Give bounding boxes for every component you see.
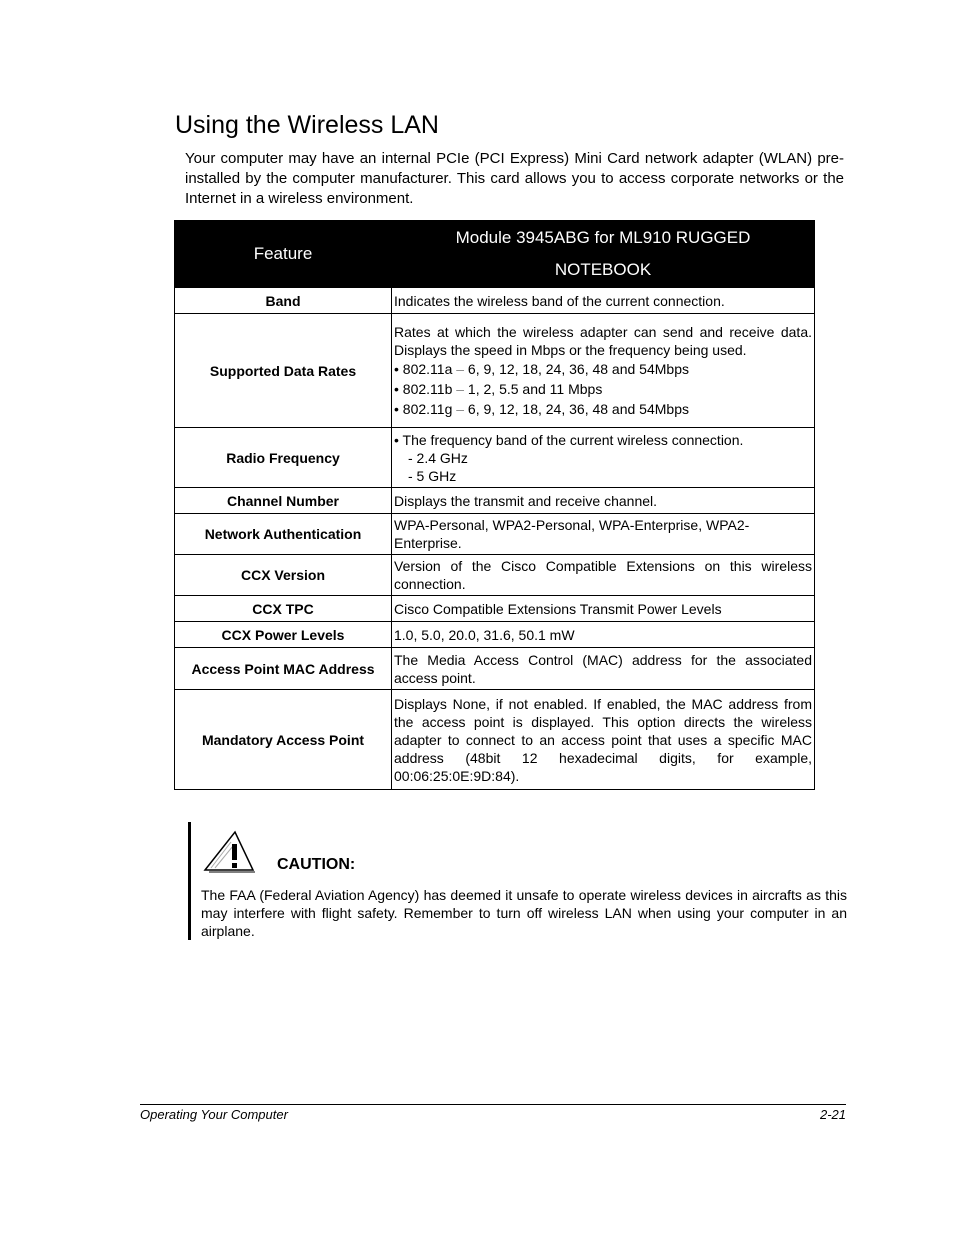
table-row	[175, 428, 815, 488]
table-row	[175, 488, 815, 514]
table-row	[175, 596, 815, 622]
frequency-5: - 5 GHz	[408, 467, 457, 484]
description-cell: Cisco Compatible Extensions Transmit Power Levels	[392, 596, 815, 622]
feature-cell: CCX Power Levels	[175, 622, 392, 648]
description-cell: WPA-Personal, WPA2-Personal, WPA-Enterprise, WPA2-Enterprise.	[392, 514, 815, 555]
footer-divider	[140, 1104, 846, 1105]
table-row	[175, 690, 815, 790]
description-cell: Displays None, if not enabled. If enabled, the MAC address from the access point is displayed. This option directs the wireless adapter to connect to an access point that uses a specific MAC address (48bit 12 hexadecimal digits, for example, 00:06:25:0E:9D:84).	[392, 690, 815, 790]
feature-cell: CCX Version	[175, 555, 392, 596]
description-cell	[392, 314, 815, 428]
caution-label: CAUTION:	[277, 856, 356, 873]
feature-cell: Mandatory Access Point	[175, 690, 392, 790]
rate-bullet-g: • 802.11g – 6, 9, 12, 18, 24, 36, 48 and 54Mbps	[394, 400, 689, 417]
rate-bullet-b: • 802.11b – 1, 2, 5.5 and 11 Mbps	[394, 380, 603, 397]
frequency-24: - 2.4 GHz	[408, 449, 468, 466]
table-row	[175, 514, 815, 555]
description-cell: The Media Access Control (MAC) address for the associated access point.	[392, 648, 815, 690]
description-cell: Version of the Cisco Compatible Extensions on this wireless connection.	[392, 555, 815, 596]
header-module-line2: NOTEBOOK	[554, 260, 652, 279]
feature-cell: Access Point MAC Address	[175, 648, 392, 690]
rate-bullet-a: • 802.11a – 6, 9, 12, 18, 24, 36, 48 and 54Mbps	[394, 360, 689, 377]
header-module-line1: Module 3945ABG for ML910 RUGGED	[455, 228, 751, 247]
footer-section-title: Operating Your Computer	[140, 1107, 288, 1122]
header-feature: Feature	[175, 221, 392, 288]
description-text: • The frequency band of the current wireless connection.	[394, 431, 744, 448]
warning-icon	[201, 830, 257, 874]
feature-cell: Radio Frequency	[175, 428, 392, 488]
feature-cell: CCX TPC	[175, 596, 392, 622]
page-title: Using the Wireless LAN	[175, 111, 439, 139]
table-header-row	[175, 221, 815, 288]
table-row	[175, 622, 815, 648]
table-row	[175, 555, 815, 596]
table-row	[175, 314, 815, 428]
description-cell	[392, 428, 815, 488]
intro-paragraph: Your computer may have an internal PCIe (PCI Express) Mini Card network adapter (WLAN) pre-installed by the computer manufacturer. This card allows you to access corporate networks or the Internet in a wireless environment.	[185, 150, 844, 207]
description-text: Rates at which the wireless adapter can send and receive data. Displays the speed in Mbps or the frequency being used.	[394, 323, 812, 358]
feature-cell: Network Authentication	[175, 514, 392, 555]
feature-cell: Supported Data Rates	[175, 314, 392, 428]
wlan-feature-table	[174, 220, 815, 790]
caution-text: The FAA (Federal Aviation Agency) has deemed it unsafe to operate wireless devices in aircrafts as this may interfere with flight safety. Remember to turn off wireless LAN when using your computer in an airplane.	[201, 887, 847, 939]
footer-page-number: 2-21	[819, 1107, 846, 1122]
table-row	[175, 288, 815, 314]
feature-cell: Channel Number	[175, 488, 392, 514]
header-module	[392, 221, 815, 288]
description-cell: 1.0, 5.0, 20.0, 31.6, 50.1 mW	[392, 622, 815, 648]
feature-cell: Band	[175, 288, 392, 314]
table-row	[175, 648, 815, 690]
caution-box	[188, 822, 847, 940]
description-cell: Indicates the wireless band of the current connection.	[392, 288, 815, 314]
description-cell: Displays the transmit and receive channel.	[392, 488, 815, 514]
